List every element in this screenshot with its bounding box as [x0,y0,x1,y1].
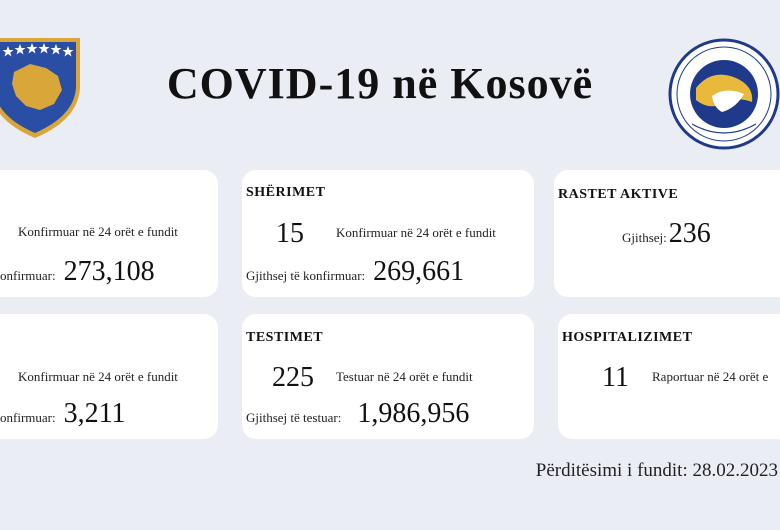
recovered-card [242,170,534,297]
cases-total-value: 273,108 [63,256,155,287]
deaths-daily-label: Konfirmuar në 24 orët e fundit [18,369,178,384]
recovered-daily-value: 15 [276,218,304,249]
deaths-total-label: onfirmuar: [0,410,56,425]
cases-card [0,170,218,297]
public-health-seal-icon [656,38,780,150]
deaths-total-value: 3,211 [63,398,126,429]
tests-total-label: Gjithsej të testuar: [246,410,342,425]
page-title: COVID-19 në Kosovë [166,59,594,108]
hospital-label: HOSPITALIZIMET [562,330,693,345]
deaths-card [0,314,218,439]
last-updated: Përditësimi i fundit: 28.02.2023 [535,460,778,481]
active-card [554,170,780,297]
tests-card [242,314,534,439]
recovered-total-label: Gjithsej të konfirmuar: [246,268,366,283]
recovered-total-value: 269,661 [373,256,465,287]
cases-total-label: onfirmuar: [0,268,56,283]
cases-daily-label: Konfirmuar në 24 orët e fundit [18,224,178,239]
active-total-label: Gjithsej: [622,230,667,245]
hospital-card [558,314,780,439]
tests-daily-value: 225 [272,362,314,393]
tests-total-value: 1,986,956 [357,398,470,429]
recovered-label: SHËRIMET [246,185,326,200]
tests-label: TESTIMET [246,330,324,345]
hospital-daily-label: Raportuar në 24 orët e [652,369,769,384]
hospital-daily-value: 11 [602,362,629,393]
tests-daily-label: Testuar në 24 orët e fundit [336,369,473,384]
recovered-daily-label: Konfirmuar në 24 orët e fundit [336,225,496,240]
active-total-value: 236 [668,218,711,249]
active-label: RASTET AKTIVE [558,187,679,202]
